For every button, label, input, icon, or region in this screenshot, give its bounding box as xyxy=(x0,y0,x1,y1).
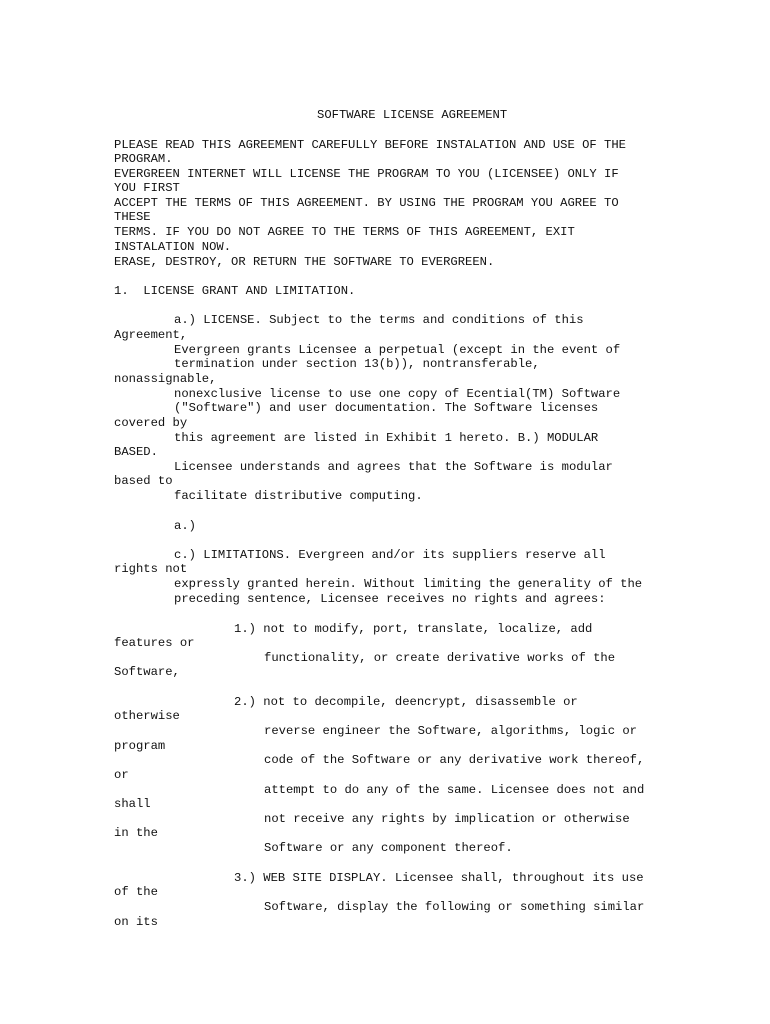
text-line: 3.) WEB SITE DISPLAY. Licensee shall, throughout its use xyxy=(234,871,644,885)
text-line: INSTALATION NOW. xyxy=(114,240,232,254)
text-line: rights not xyxy=(114,562,188,576)
text-line: based to xyxy=(114,474,173,488)
text-line: Software, xyxy=(114,665,180,679)
text-line: this agreement are listed in Exhibit 1 hereto. B.) MODULAR xyxy=(174,431,599,445)
text-line: program xyxy=(114,739,166,753)
text-line: or xyxy=(114,768,129,782)
text-line: c.) LIMITATIONS. Evergreen and/or its suppliers reserve all xyxy=(174,548,606,562)
text-line: of the xyxy=(114,885,158,899)
text-line: EVERGREEN INTERNET WILL LICENSE THE PROGRAM TO YOU (LICENSEE) ONLY IF xyxy=(114,167,619,181)
text-line: BASED. xyxy=(114,445,158,459)
text-line: otherwise xyxy=(114,709,180,723)
text-line: ERASE, DESTROY, OR RETURN THE SOFTWARE TO EVERGREEN. xyxy=(114,255,495,269)
text-line: Software, display the following or something similar xyxy=(264,900,645,914)
text-line: on its xyxy=(114,915,158,929)
text-line: Software or any component thereof. xyxy=(264,841,513,855)
text-line: a.) xyxy=(174,519,196,533)
text-line: in the xyxy=(114,826,158,840)
text-line: YOU FIRST xyxy=(114,181,180,195)
text-line: Licensee understands and agrees that the Software is modular xyxy=(174,460,613,474)
text-line: TERMS. IF YOU DO NOT AGREE TO THE TERMS OF THIS AGREEMENT, EXIT xyxy=(114,225,575,239)
text-line: facilitate distributive computing. xyxy=(174,489,423,503)
text-line: features or xyxy=(114,636,195,650)
document-title: SOFTWARE LICENSE AGREEMENT xyxy=(317,108,508,122)
section-heading: 1. LICENSE GRANT AND LIMITATION. xyxy=(114,284,356,298)
text-line: PLEASE READ THIS AGREEMENT CAREFULLY BEFORE INSTALATION AND USE OF THE xyxy=(114,138,626,152)
text-line: functionality, or create derivative works of the xyxy=(264,651,616,665)
text-line: PROGRAM. xyxy=(114,152,173,166)
text-line: THESE xyxy=(114,210,151,224)
text-line: code of the Software or any derivative work thereof, xyxy=(264,753,645,767)
text-line: attempt to do any of the same. Licensee does not and xyxy=(264,783,645,797)
text-line: termination under section 13(b)), nontransferable, xyxy=(174,357,540,371)
text-line: Evergreen grants Licensee a perpetual (except in the event of xyxy=(174,343,621,357)
text-line: reverse engineer the Software, algorithms, logic or xyxy=(264,724,637,738)
text-line: preceding sentence, Licensee receives no rights and agrees: xyxy=(174,592,606,606)
text-line: ("Software") and user documentation. The Software licenses xyxy=(174,401,599,415)
text-line: nonexclusive license to use one copy of Ecential(TM) Software xyxy=(174,387,621,401)
text-line: 1.) not to modify, port, translate, localize, add xyxy=(234,622,593,636)
text-line: shall xyxy=(114,797,151,811)
text-line: not receive any rights by implication or otherwise xyxy=(264,812,630,826)
text-line: covered by xyxy=(114,416,188,430)
text-line: Agreement, xyxy=(114,328,188,342)
text-line: expressly granted herein. Without limiting the generality of the xyxy=(174,577,643,591)
text-line: a.) LICENSE. Subject to the terms and conditions of this xyxy=(174,313,584,327)
text-line: nonassignable, xyxy=(114,372,217,386)
text-line: 2.) not to decompile, deencrypt, disassemble or xyxy=(234,695,578,709)
text-line: ACCEPT THE TERMS OF THIS AGREEMENT. BY USING THE PROGRAM YOU AGREE TO xyxy=(114,196,619,210)
